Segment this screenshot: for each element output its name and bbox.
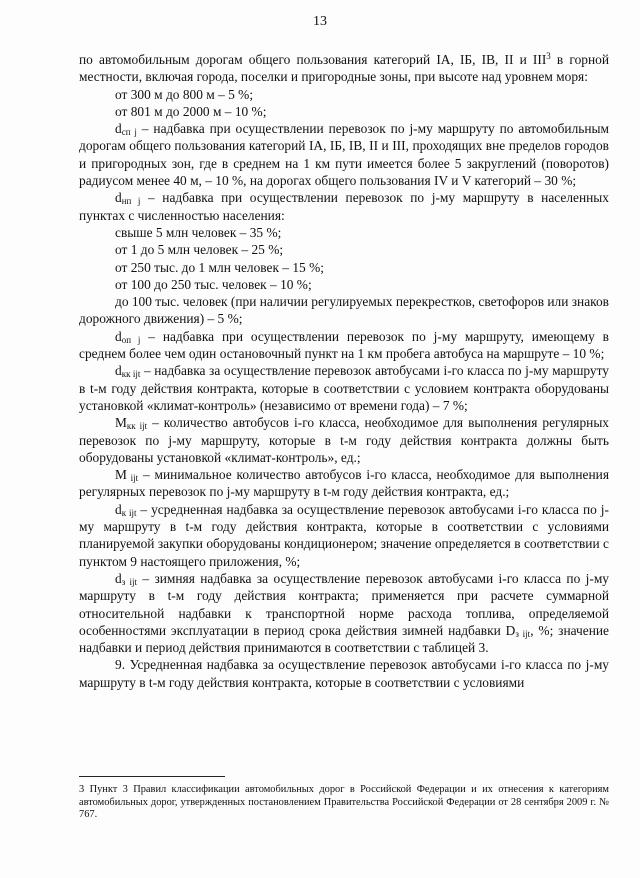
paragraph	[79, 570, 609, 656]
paragraph	[79, 414, 609, 466]
subscript-text: з ijt	[121, 576, 138, 587]
paragraph-text: d	[115, 363, 122, 379]
subscript-text: нп j	[121, 196, 141, 207]
paragraph-text: от 300 м до 800 м – 5 %;	[115, 86, 254, 102]
paragraph	[79, 328, 609, 363]
paragraph-text: от 250 тыс. до 1 млн человек – 15 %;	[115, 259, 324, 275]
paragraph-text: – зимняя надбавка за осуществление перевозок автобусами i-го класса по j-му маршруту в t-м году действия контракта; применяется при расчете суммарной относительной надбавки к транспортной норме расхода топлива, определяемой особенностями эксплуатации в период срока действия зимней надбавки D	[79, 570, 609, 638]
paragraph-text: – надбавка при осуществлении перевозок по j-му маршруту в населенных пунктах с численностью населения:	[79, 190, 609, 223]
paragraph-text: – надбавка при осуществлении перевозок по j-му маршруту, имеющему в среднем более чем один остановочный пункт на 1 км пробега автобуса на маршруте – 10 %;	[79, 328, 609, 362]
paragraph-text: d	[115, 328, 122, 344]
subscript-text: кк ijt	[121, 369, 141, 380]
paragraph	[79, 293, 609, 328]
paragraph-text: d	[115, 190, 122, 206]
paragraph-text: свыше 5 млн человек – 35 %;	[115, 224, 282, 240]
paragraph-text: от 801 м до 2000 м – 10 %;	[115, 103, 267, 119]
paragraph	[79, 189, 609, 224]
paragraph	[79, 362, 609, 414]
paragraph-text: – минимальное количество автобусов i-го класса, необходимое для выполнения регулярных перевозок по j-му маршруту в t-м году действия контракта, ед.;	[79, 467, 609, 500]
paragraph	[79, 120, 609, 189]
paragraph-text: до 100 тыс. человек (при наличии регулируемых перекрестков, светофоров или знаков дорожного движения) – 5 %;	[79, 294, 609, 327]
subscript-text: сп j	[121, 127, 137, 138]
paragraph-text: – количество автобусов i-го класса, необходимое для выполнения регулярных перевозок по j-му маршруту, которые в t-м году действия контракта должны быть оборудованы установкой «климат-контроль», ед.;	[79, 415, 610, 465]
paragraph-text: – надбавка при осуществлении перевозок по j-му маршруту по автомобильным дорогам общего пользования категорий IА, IБ, IВ, II и III, проходящих вне пределов городов и пригородных зон, где в среднем на 1 км пути имеется более 5 закруглений (поворотов) радиусом менее 40 м, – 10 %, на дорогах общего пользования IV и V категорий – 30 %;	[79, 121, 609, 189]
subscript-text: ijt	[126, 473, 139, 484]
paragraph-text: M	[115, 467, 127, 483]
paragraph	[79, 501, 609, 570]
subscript-text: кк ijt	[126, 421, 148, 432]
footnote-separator	[79, 776, 225, 777]
paragraph	[79, 466, 609, 501]
paragraph	[79, 259, 609, 276]
paragraph	[79, 656, 609, 691]
paragraph-text: d	[115, 121, 122, 137]
paragraph-text: от 1 до 5 млн человек – 25 %;	[115, 242, 284, 258]
paragraph	[79, 276, 609, 293]
footnote-ref: 3	[546, 51, 551, 61]
paragraph	[79, 241, 609, 258]
paragraph-text: – усредненная надбавка за осуществление перевозок автобусами i-го класса по j-му маршруту в t-м году действия контракта, которые в соответствии с условиями планируемой закупки оборудованы кондиционером; значение определяется в соответствии с пунктом 9 настоящего приложения, %;	[79, 501, 609, 569]
paragraph-text: по автомобильным дорогам общего пользования категорий IА, IБ, IВ, II и III	[79, 52, 547, 67]
paragraph-text: – надбавка за осуществление перевозок автобусами i-го класса по j-му маршруту в t-м году действия контракта, которые в соответствии с условием контракта оборудованы установкой «климат-контроль» (независимо от времени года) – 7 %;	[79, 363, 609, 413]
paragraph	[79, 103, 609, 120]
subscript-text: к ijt	[121, 507, 137, 518]
paragraph-text: от 100 до 250 тыс. человек – 10 %;	[115, 276, 312, 292]
subscript-text: оп j	[121, 334, 141, 345]
paragraph-text: в горной местности, включая города, поселки и пригородные зоны, при высоте над уровнем моря:	[79, 52, 609, 85]
paragraph	[79, 51, 609, 86]
paragraph-text: M	[115, 415, 127, 431]
footnote: 3 Пункт 3 Правил классификации автомобильных дорог в Российской Федерации и их отнесения к категориям автомобильных дорог, утвержденных постановлением Правительства Российской Федерации от 28 сентября 2009 г. № 767.	[79, 784, 609, 821]
page-number: 13	[313, 14, 327, 29]
paragraph-text: , %; значение надбавки и период действия принимаются в соответствии с таблицей 3.	[79, 622, 610, 656]
paragraph	[79, 86, 609, 103]
paragraph-text: d	[115, 501, 122, 517]
paragraph-text: 9. Усредненная надбавка за осуществление перевозок автобусами i-го класса по j-му маршруту в t-м году действия контракта, которые в соответствии с условиями	[79, 657, 609, 690]
subscript-text: з ijt	[515, 628, 531, 639]
paragraph	[79, 224, 609, 241]
document-body	[79, 51, 609, 691]
paragraph-text: d	[115, 570, 122, 586]
